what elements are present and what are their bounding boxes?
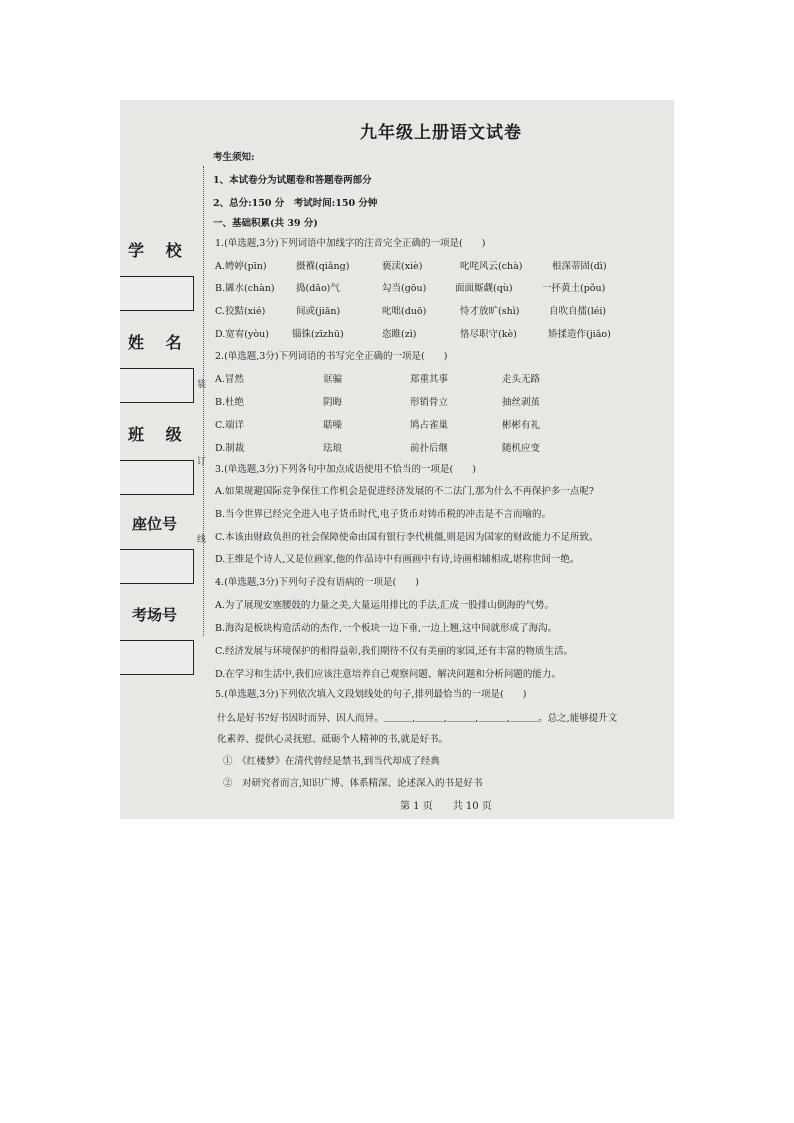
option-cell: C.端详 [215,420,244,431]
page-footer: 第 1 页 共 10 页 [400,801,492,812]
question-stem: 1.(单选题,3分)下列词语中加线字的注音完全正确的一项是( ) [215,238,486,249]
binding-char: 订 [197,457,207,467]
option-cell: 鸠占雀巢 [410,420,449,431]
option-cell: 恪尽职守(kè) [460,329,517,340]
option-line: C.经济发展与环境保护的相得益彰,我们期待不仅有美丽的家园,还有丰富的物质生活。 [215,646,573,657]
option-cell: 锱铢(zīzhū) [292,329,344,340]
question-stem: 5.(单选题,3分)下列依次填入文段划线处的句子,排列最恰当的一项是( ) [215,689,527,700]
room-field[interactable] [120,640,194,675]
school-label: 学 校 [128,241,190,260]
option-line: B.海沟是板块构造活动的杰作,一个板块一边下垂,一边上翘,这中间就形成了海沟。 [215,623,558,634]
option-cell: 矫揉造作(jiǎo) [548,329,611,340]
option-cell: 恣睢(zì) [382,329,417,340]
option-line: D.王维是个诗人,又是位画家,他的作品诗中有画画中有诗,诗画相辅相成,堪称世间一绝。 [215,554,580,565]
option-cell: 走头无路 [502,374,541,385]
scanned-page [120,100,674,819]
section-heading: 一、基础积累(共 39 分) [213,218,318,229]
option-cell: B.羼水(chàn) [215,283,275,294]
question-stem: 2.(单选题,3分)下列词语的书写完全正确的一项是( ) [215,351,448,362]
option-cell: 捣(dǎo)气 [296,283,340,294]
option-cell: 一抔黄土(pǒu) [542,283,606,294]
room-label: 考场号 [132,606,178,624]
notice-heading: 考生须知: [213,152,255,163]
option-cell: 随机应变 [502,443,541,454]
notice-item: 1、本试卷分为试题卷和答题卷两部分 [213,175,372,186]
option-line: A.为了展现安塞腰鼓的力量之美,大量运用排比的手法,汇成一股排山倒海的气势。 [215,600,554,611]
option-cell: 彬彬有礼 [502,420,541,431]
option-cell: 形销骨立 [410,397,449,408]
option-cell: D.宽宥(yòu) [215,329,269,340]
option-cell: C.狡黠(xié) [215,306,266,317]
option-cell: 自吹自擂(léi) [549,306,607,317]
passage-item: ① 《红楼梦》在清代曾经是禁书,到当代却成了经典 [223,756,440,767]
option-cell: D.制裁 [215,443,245,454]
option-cell: 面面厮觑(qù) [455,283,513,294]
option-cell: 珐琅 [323,443,343,454]
school-field[interactable] [120,276,194,311]
option-cell: 叱咄(duō) [382,306,427,317]
option-cell: B.杜绝 [215,397,245,408]
option-cell: 间或(jiān) [296,306,341,317]
option-line: A.如果规避国际竞争保住工作机会是促进经济发展的不二法门,那为什么不再保护多一点呢? [215,486,594,497]
option-cell: 聒噪 [323,420,343,431]
option-cell: 亵渎(xiè) [382,261,423,272]
option-cell: 前扑后继 [410,443,449,454]
passage-line: 化素养、提供心灵抚慰、砥砺个人精神的书,就是好书。 [217,734,449,745]
question-stem: 4.(单选题,3分)下列句子没有语病的一项是( ) [215,577,419,588]
option-cell: 阴晦 [323,397,343,408]
name-field[interactable] [120,368,194,403]
option-line: B.当今世界已经完全进入电子货币时代,电子货币对铸币税的冲击是不言而喻的。 [215,509,552,520]
class-label: 班 级 [128,425,190,444]
binding-char: 线 [197,535,207,545]
option-cell: A.娉婷(pīn) [215,261,267,272]
seat-label: 座位号 [132,515,178,533]
option-cell: 恃才放旷(shì) [460,306,520,317]
seat-field[interactable] [120,549,194,584]
name-label: 姓 名 [128,333,190,352]
class-field[interactable] [120,460,194,495]
binding-char: 装 [197,380,207,390]
option-cell: 抽丝剥茧 [502,397,541,408]
question-stem: 3.(单选题,3分)下列各句中加点成语使用不恰当的一项是( ) [215,464,476,475]
notice-item: 2、总分:150 分 考试时间:150 分钟 [213,198,378,209]
option-cell: 根深蒂固(dì) [552,261,607,272]
option-cell: 诓骗 [323,374,343,385]
binding-line [203,166,204,636]
passage-line: 什么是好书?好书因时而异、因人而异。＿＿＿,＿＿＿,＿＿＿,＿＿＿,＿＿＿。总之,能够提升文 [217,713,618,724]
option-cell: 叱咤风云(chà) [460,261,523,272]
option-line: D.在学习和生活中,我们应该注意培养自己观察问题、解决问题和分析问题的能力。 [215,669,561,680]
exam-title: 九年级上册语文试卷 [360,123,522,143]
option-cell: 勾当(gōu) [382,283,427,294]
option-cell: 郑重其事 [410,374,449,385]
option-cell: 摄褓(qiǎng) [296,261,350,272]
passage-item: ② 对研究者而言,知识广博、体系精深、论述深入的书是好书 [223,778,483,789]
option-line: C.本该由财政负担的社会保障使命由国有银行李代桃僵,则是因为国家的财政能力不足所致。 [215,532,599,543]
option-cell: A.冒然 [215,374,244,385]
